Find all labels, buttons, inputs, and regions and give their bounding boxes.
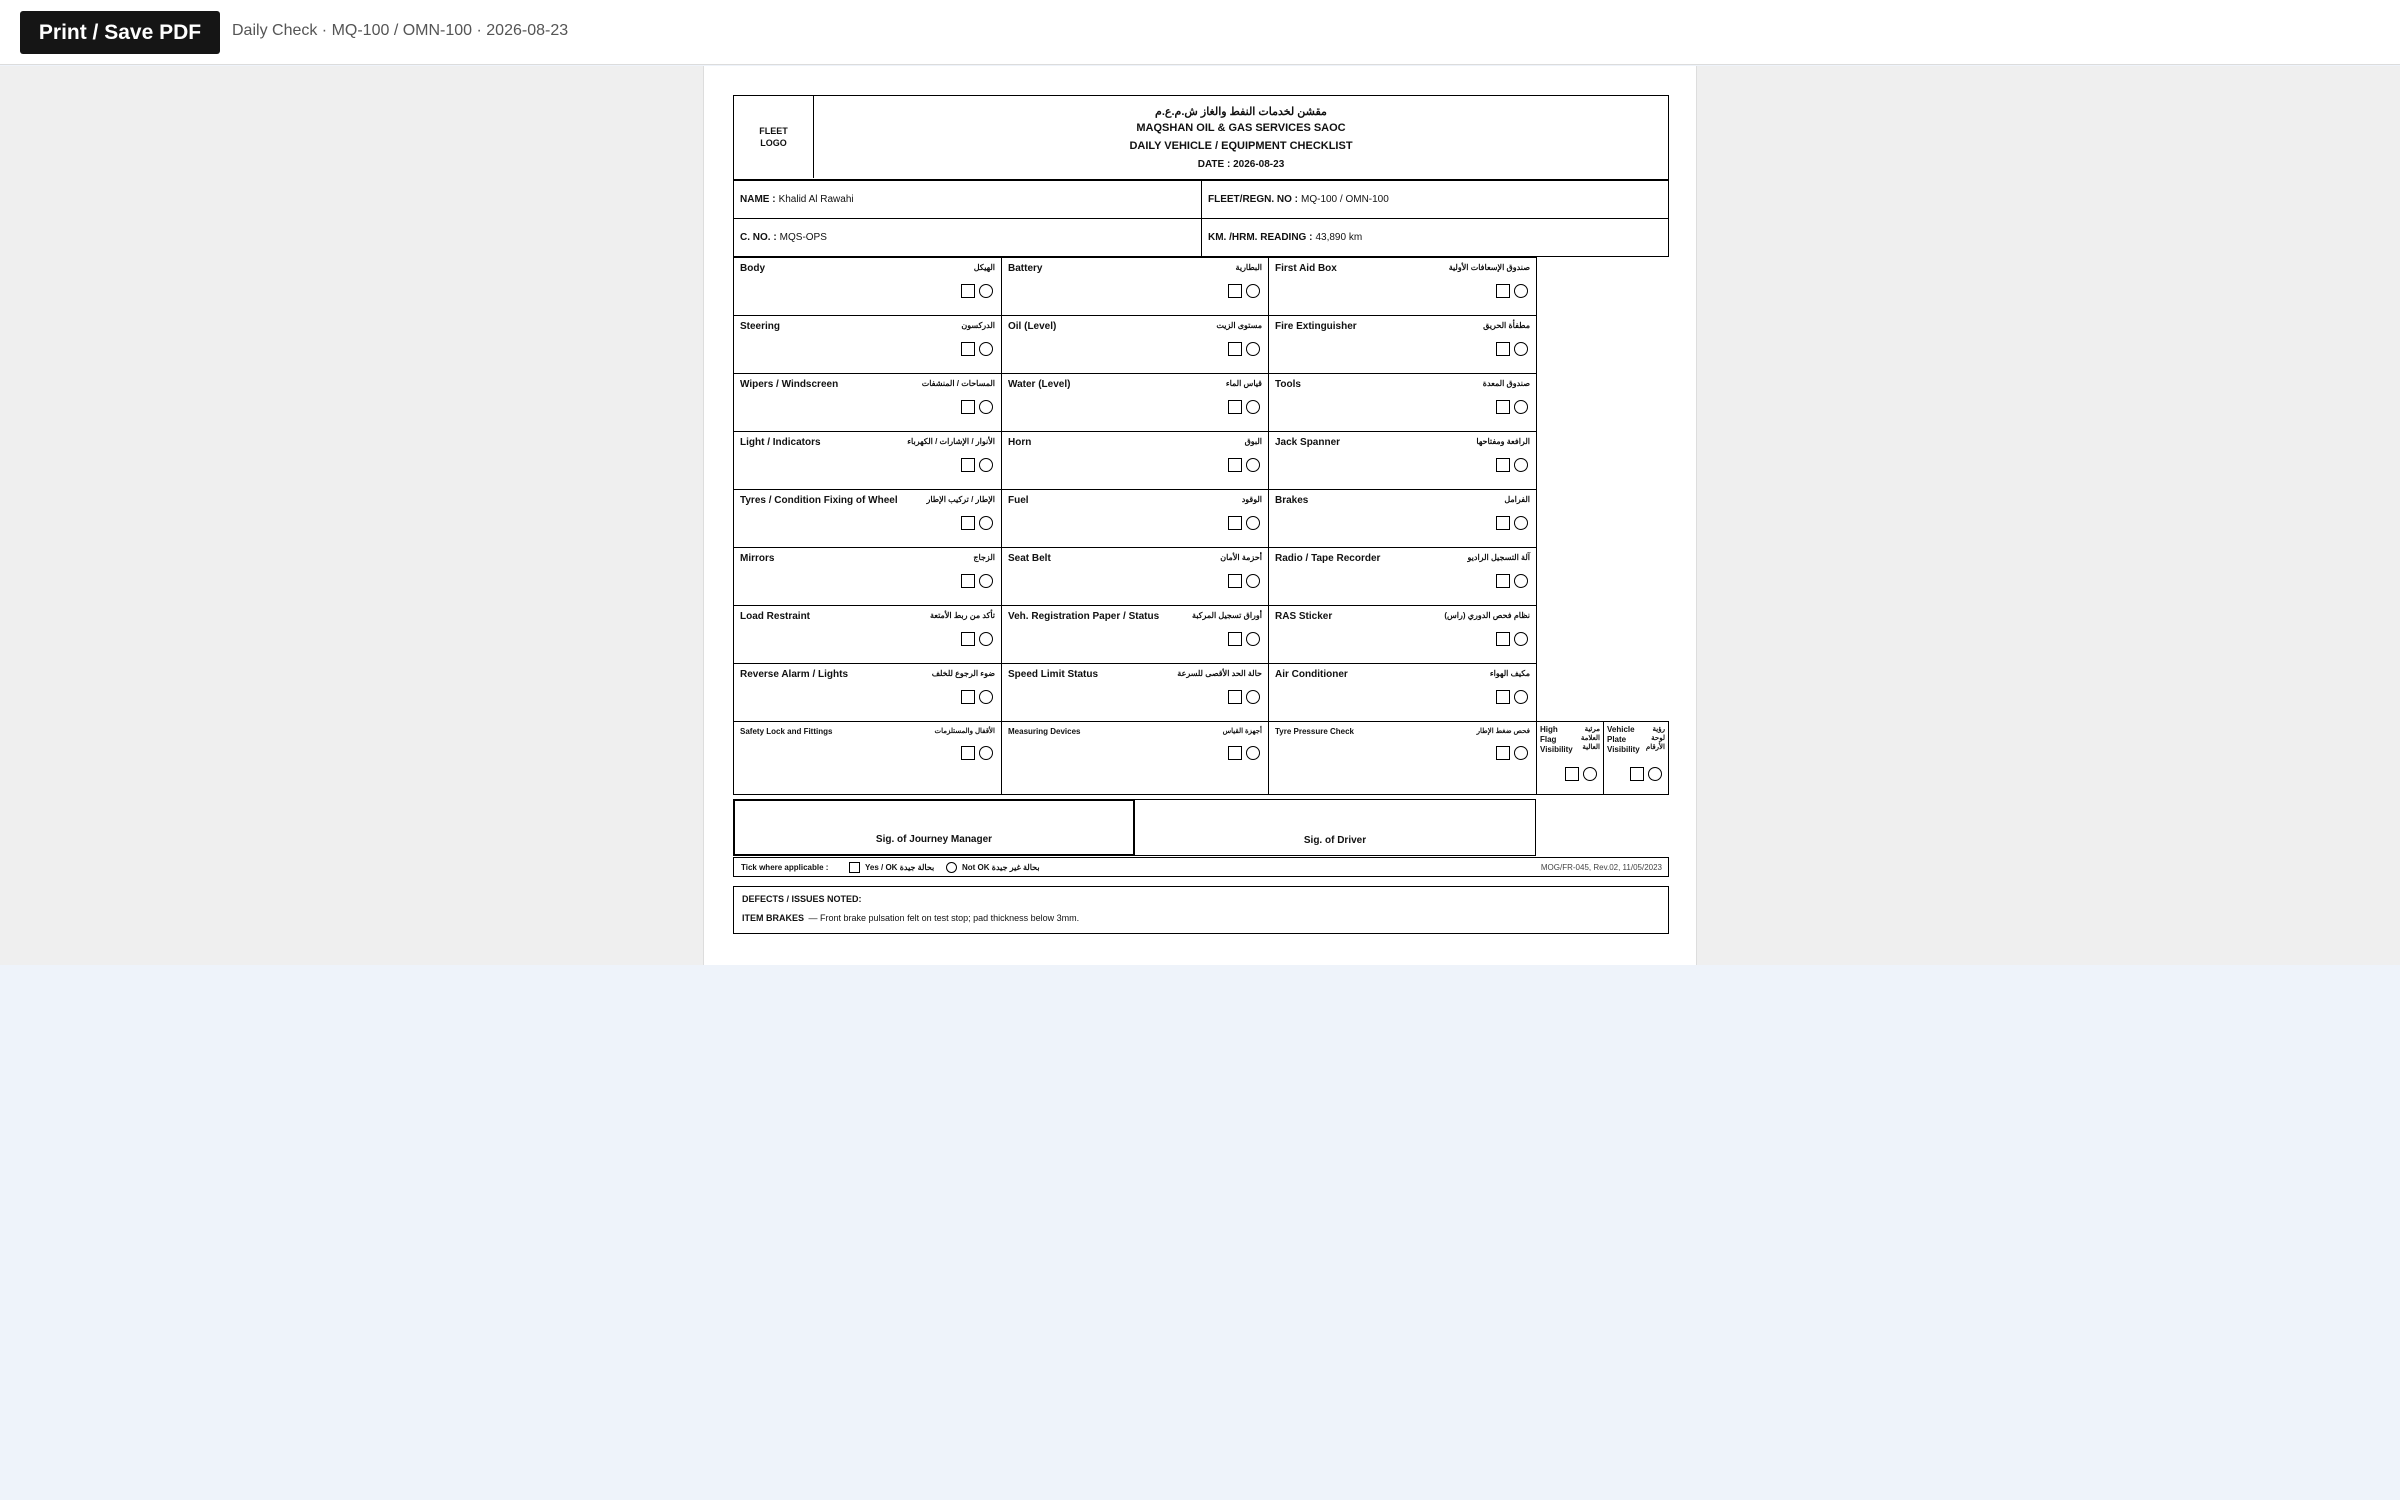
ok-not-ok-marks	[1496, 400, 1530, 414]
check-item	[1268, 663, 1537, 722]
form-title: DAILY VEHICLE / EQUIPMENT CHECKLIST	[1129, 140, 1353, 152]
not-ok-radio[interactable]	[979, 458, 993, 472]
check-item	[1001, 663, 1269, 722]
ok-not-ok-marks	[1630, 767, 1664, 781]
check-item-label: Safety Lock and Fittings	[740, 727, 833, 736]
check-item-label: Load Restraint	[740, 611, 811, 622]
check-item	[1001, 547, 1269, 606]
not-ok-radio[interactable]	[979, 746, 993, 760]
fleet-regn-label: FLEET/REGN. NO :	[1208, 194, 1298, 205]
not-ok-radio[interactable]	[1514, 516, 1528, 530]
not-ok-radio[interactable]	[1246, 632, 1260, 646]
not-ok-radio[interactable]	[979, 284, 993, 298]
check-item-label-arabic: فحص ضغط الإطار	[1476, 728, 1530, 735]
yes-ok-checkbox[interactable]	[1228, 574, 1242, 588]
check-item-label-arabic: البطارية	[1235, 263, 1262, 272]
check-item	[1268, 373, 1537, 432]
yes-ok-checkbox[interactable]	[1228, 690, 1242, 704]
ok-not-ok-marks	[1496, 458, 1530, 472]
fleet-logo: FLEET LOGO	[734, 96, 814, 178]
check-item-label-arabic: الإطار / تركيب الإطار	[926, 495, 995, 504]
check-item	[1268, 489, 1537, 548]
yes-ok-checkbox[interactable]	[1496, 516, 1510, 530]
check-item-label: Body	[740, 263, 765, 274]
yes-ok-checkbox[interactable]	[1228, 284, 1242, 298]
check-item-label: RAS Sticker	[1275, 611, 1333, 622]
c-no-label: C. NO. :	[740, 232, 777, 243]
top-toolbar	[0, 0, 2400, 65]
not-ok-radio[interactable]	[1246, 458, 1260, 472]
check-item-label: Radio / Tape Recorder	[1275, 553, 1381, 564]
check-item-label: High Flag Visibility	[1540, 725, 1573, 754]
check-item	[733, 257, 1002, 316]
check-item-label-arabic: حالة الحد الأقصى للسرعة	[1177, 669, 1262, 678]
check-item	[1268, 547, 1537, 606]
yes-ok-checkbox[interactable]	[1496, 746, 1510, 760]
check-item-label-arabic: قياس الماء	[1225, 379, 1262, 388]
check-item-label: Measuring Devices	[1008, 727, 1081, 736]
ok-not-ok-marks	[961, 632, 995, 646]
yes-ok-checkbox[interactable]	[1496, 400, 1510, 414]
not-ok-radio[interactable]	[1246, 746, 1260, 760]
check-item	[733, 315, 1002, 374]
check-item	[733, 721, 1002, 795]
not-ok-radio[interactable]	[1246, 342, 1260, 356]
check-item-label: Tyres / Condition Fixing of Wheel	[740, 495, 898, 506]
journey-manager-signature-label: Sig. of Journey Manager	[875, 834, 993, 845]
check-item-label-arabic: نظام فحص الدوري (راس)	[1444, 611, 1530, 620]
not-ok-radio[interactable]	[1514, 342, 1528, 356]
check-item-label: First Aid Box	[1275, 263, 1337, 274]
c-no-field[interactable]	[733, 218, 1202, 257]
yes-ok-checkbox[interactable]	[961, 632, 975, 646]
not-ok-radio[interactable]	[1514, 400, 1528, 414]
yes-ok-checkbox[interactable]	[1496, 458, 1510, 472]
ok-not-ok-marks	[961, 574, 995, 588]
check-item-label: Jack Spanner	[1275, 437, 1341, 448]
check-item-label: Air Conditioner	[1275, 669, 1348, 680]
yes-ok-checkbox[interactable]	[961, 690, 975, 704]
check-item-label-arabic: البوق	[1244, 437, 1262, 446]
check-item-label: Reverse Alarm / Lights	[740, 669, 849, 680]
km-reading-label: KM. /HRM. READING :	[1208, 232, 1313, 243]
revision-code: MOG/FR-045, Rev.02, 11/05/2023	[1540, 863, 1662, 872]
ok-not-ok-marks	[961, 746, 995, 760]
check-item-label: Horn	[1008, 437, 1032, 448]
yes-ok-checkbox[interactable]	[1228, 516, 1242, 530]
not-ok-radio[interactable]	[1583, 767, 1597, 781]
check-item	[1001, 721, 1269, 795]
check-item-label: Veh. Registration Paper / Status	[1008, 611, 1160, 622]
check-item	[1268, 605, 1537, 664]
not-ok-radio[interactable]	[1514, 458, 1528, 472]
km-reading-field[interactable]	[1201, 218, 1669, 257]
yes-ok-checkbox[interactable]	[1496, 632, 1510, 646]
defect-item-label: ITEM BRAKES	[742, 913, 805, 923]
driver-signature-box[interactable]	[1134, 799, 1536, 856]
check-item-label: Tools	[1275, 379, 1301, 390]
yes-ok-checkbox[interactable]	[961, 574, 975, 588]
check-item-label-arabic: مطفأة الحريق	[1483, 321, 1530, 330]
name-label: NAME :	[740, 194, 776, 205]
check-item	[1001, 373, 1269, 432]
yes-ok-checkbox[interactable]	[1565, 767, 1579, 781]
ok-not-ok-marks	[1496, 342, 1530, 356]
ok-not-ok-marks	[1496, 516, 1530, 530]
yes-ok-checkbox[interactable]	[1228, 342, 1242, 356]
not-ok-radio[interactable]	[979, 632, 993, 646]
c-no-value: MQS-OPS	[779, 232, 827, 243]
ok-not-ok-marks	[1496, 574, 1530, 588]
yes-ok-checkbox[interactable]	[1228, 458, 1242, 472]
check-item-label-arabic: مرئية العلامة العالية	[1580, 726, 1600, 751]
name-field[interactable]	[733, 180, 1202, 219]
check-item-label-arabic: الوقود	[1241, 495, 1262, 504]
legend-bar	[733, 857, 1669, 877]
check-item-label-arabic: مكيف الهواء	[1489, 669, 1530, 678]
form-header	[733, 95, 1669, 180]
ok-not-ok-marks	[1228, 690, 1262, 704]
check-item-narrow	[1603, 721, 1669, 795]
yes-ok-checkbox[interactable]	[1496, 690, 1510, 704]
check-item	[1268, 431, 1537, 490]
check-item-label-arabic: الزجاج	[973, 553, 995, 562]
fleet-regn-field[interactable]	[1201, 180, 1669, 219]
check-item-label-arabic: صندوق المعدة	[1482, 379, 1530, 388]
ok-not-ok-marks	[961, 284, 995, 298]
not-ok-radio[interactable]	[1246, 284, 1260, 298]
check-item-label-arabic: الأقفال والمستلزمات	[934, 728, 995, 735]
check-item-label: Battery	[1008, 263, 1043, 274]
ok-not-ok-marks	[961, 342, 995, 356]
driver-signature-label: Sig. of Driver	[1303, 835, 1367, 846]
check-item-label: Seat Belt	[1008, 553, 1051, 564]
check-item-label-arabic: رؤية لوحة الأرقام	[1645, 726, 1665, 751]
yes-ok-checkbox[interactable]	[961, 746, 975, 760]
ok-not-ok-marks	[1228, 574, 1262, 588]
ok-not-ok-marks	[1228, 458, 1262, 472]
check-item	[1268, 721, 1537, 795]
ok-not-ok-marks	[1228, 342, 1262, 356]
ok-not-ok-marks	[1228, 284, 1262, 298]
km-reading-value: 43,890 km	[1315, 232, 1363, 243]
check-item-label: Fire Extinguisher	[1275, 321, 1357, 332]
defects-heading: DEFECTS / ISSUES NOTED:	[742, 894, 862, 904]
check-item-label-arabic: الفرامل	[1504, 495, 1530, 504]
not-ok-radio[interactable]	[1514, 746, 1528, 760]
check-item-label: Vehicle Plate Visibility	[1607, 725, 1640, 754]
check-item	[733, 663, 1002, 722]
print-save-pdf-button[interactable]: Print / Save PDF	[20, 11, 220, 54]
checkbox-square-icon	[849, 862, 860, 873]
check-item	[1268, 315, 1537, 374]
defect-item-text: — Front brake pulsation felt on test stop; pad thickness below 3mm.	[806, 913, 1080, 923]
check-item-label: Oil (Level)	[1008, 321, 1057, 332]
document-page	[703, 66, 1697, 965]
ok-not-ok-marks	[1496, 632, 1530, 646]
yes-ok-checkbox[interactable]	[1496, 284, 1510, 298]
check-item-label-arabic: الرافعة ومفتاحها	[1476, 437, 1530, 446]
ok-not-ok-marks	[961, 516, 995, 530]
legend-not-ok: Not OK بحالة غير جيدة	[962, 863, 1040, 872]
check-item-label: Steering	[740, 321, 781, 332]
yes-ok-checkbox[interactable]	[1228, 400, 1242, 414]
check-item	[733, 373, 1002, 432]
check-item-label: Water (Level)	[1008, 379, 1071, 390]
journey-manager-signature-box[interactable]	[733, 799, 1135, 856]
company-name: MAQSHAN OIL & GAS SERVICES SAOC	[1136, 122, 1346, 134]
defects-box[interactable]	[733, 886, 1669, 934]
yes-ok-checkbox[interactable]	[961, 516, 975, 530]
check-item	[1001, 489, 1269, 548]
ok-not-ok-marks	[1228, 400, 1262, 414]
yes-ok-checkbox[interactable]	[1228, 632, 1242, 646]
check-item-label-arabic: أحزمة الأمان	[1220, 553, 1262, 562]
ok-not-ok-marks	[961, 458, 995, 472]
check-item-label-arabic: آلة التسجيل الراديو	[1467, 553, 1530, 562]
breadcrumb: Daily Check · MQ-100 / OMN-100 · 2026-08-23	[232, 22, 569, 39]
check-item-label: Mirrors	[740, 553, 775, 564]
not-ok-radio[interactable]	[1246, 516, 1260, 530]
check-item-label: Tyre Pressure Check	[1275, 727, 1355, 736]
yes-ok-checkbox[interactable]	[1496, 342, 1510, 356]
not-ok-radio[interactable]	[1514, 574, 1528, 588]
defect-line	[742, 913, 1079, 923]
not-ok-radio[interactable]	[979, 574, 993, 588]
ok-not-ok-marks	[961, 400, 995, 414]
check-item-label-arabic: تأكد من ربط الأمتعة	[929, 611, 995, 620]
fleet-regn-value: MQ-100 / OMN-100	[1301, 194, 1389, 205]
ok-not-ok-marks	[1228, 632, 1262, 646]
check-item	[733, 605, 1002, 664]
radio-circle-icon	[946, 862, 957, 873]
not-ok-radio[interactable]	[979, 690, 993, 704]
check-item-label-arabic: ضوء الرجوع للخلف	[931, 669, 995, 678]
yes-ok-checkbox[interactable]	[961, 458, 975, 472]
check-item-label-arabic: أجهزة القياس	[1222, 728, 1262, 735]
ok-not-ok-marks	[1496, 690, 1530, 704]
ok-not-ok-marks	[1565, 767, 1599, 781]
check-item-label-arabic: أوراق تسجيل المركبة	[1191, 611, 1262, 620]
legend-yes: Yes / OK بحالة جيدة	[865, 863, 935, 872]
ok-not-ok-marks	[1228, 516, 1262, 530]
ok-not-ok-marks	[961, 690, 995, 704]
check-item-label-arabic: المساحات / المنشفات	[921, 379, 995, 388]
company-name-arabic: مقشن لخدمات النفط والغاز ش.م.ع.م	[1155, 106, 1327, 118]
check-item-narrow	[1536, 721, 1604, 795]
not-ok-radio[interactable]	[1514, 284, 1528, 298]
check-item	[1001, 315, 1269, 374]
yes-ok-checkbox[interactable]	[961, 342, 975, 356]
ok-not-ok-marks	[1496, 284, 1530, 298]
not-ok-radio[interactable]	[979, 400, 993, 414]
not-ok-radio[interactable]	[1246, 690, 1260, 704]
not-ok-radio[interactable]	[1246, 574, 1260, 588]
check-item-label: Light / Indicators	[740, 437, 821, 448]
check-item-label-arabic: صندوق الإسعافات الأولية	[1448, 263, 1530, 272]
check-item-label: Speed Limit Status	[1008, 669, 1099, 680]
yes-ok-checkbox[interactable]	[961, 400, 975, 414]
check-item	[1001, 431, 1269, 490]
check-item	[1001, 605, 1269, 664]
check-item-label: Fuel	[1008, 495, 1029, 506]
yes-ok-checkbox[interactable]	[1496, 574, 1510, 588]
legend-label: Tick where applicable :	[741, 863, 829, 872]
yes-ok-checkbox[interactable]	[1228, 746, 1242, 760]
name-value: Khalid Al Rawahi	[778, 194, 854, 205]
ok-not-ok-marks	[1228, 746, 1262, 760]
check-item-label-arabic: الدركسون	[961, 321, 995, 330]
check-item-label-arabic: الهيكل	[973, 263, 995, 272]
check-item	[733, 489, 1002, 548]
yes-ok-checkbox[interactable]	[961, 284, 975, 298]
ok-not-ok-marks	[1496, 746, 1530, 760]
not-ok-radio[interactable]	[979, 516, 993, 530]
yes-ok-checkbox[interactable]	[1630, 767, 1644, 781]
not-ok-radio[interactable]	[979, 342, 993, 356]
check-item	[1268, 257, 1537, 316]
check-item	[733, 547, 1002, 606]
not-ok-radio[interactable]	[1514, 632, 1528, 646]
check-item-label: Wipers / Windscreen	[740, 379, 839, 390]
not-ok-radio[interactable]	[1514, 690, 1528, 704]
check-item-label-arabic: الأنوار / الإشارات / الكهرباء	[907, 437, 995, 446]
not-ok-radio[interactable]	[1246, 400, 1260, 414]
check-item-label-arabic: مستوى الزيت	[1216, 321, 1262, 330]
not-ok-radio[interactable]	[1648, 767, 1662, 781]
check-item	[733, 431, 1002, 490]
check-item	[1001, 257, 1269, 316]
check-item-label: Brakes	[1275, 495, 1309, 506]
form-date: DATE : 2026-08-23	[1197, 159, 1285, 170]
document-workspace	[0, 66, 2400, 965]
